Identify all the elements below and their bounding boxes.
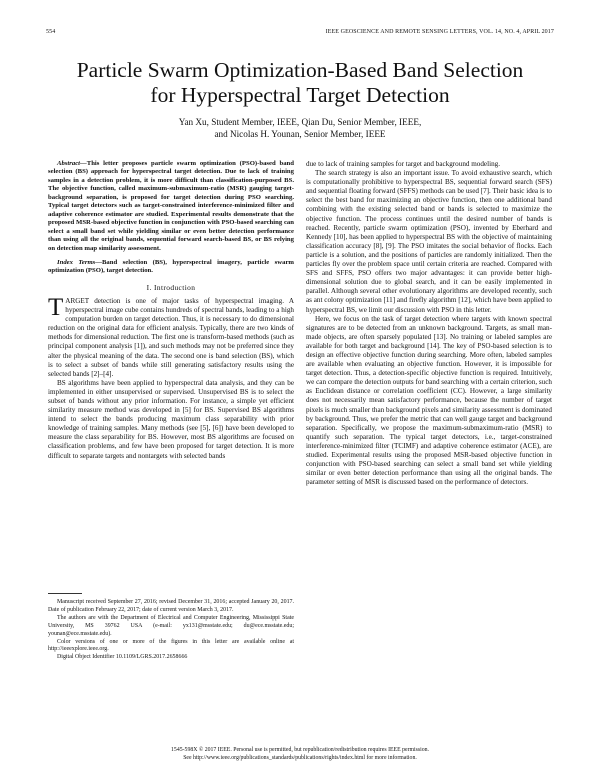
right-column [306,160,552,487]
footnote-affiliation: The authors are with the Department of Electrical and Computer Engineering, Mississippi State University, MS 39762 USA (e-mail: yx131@msstate.edu; du@ece.msstate.edu; younan@ece.msstate.edu). [48,614,294,637]
authors-line-2: and Nicolas H. Younan, Senior Member, IEEE [214,129,386,139]
authors-line-1: Yan Xu, Student Member, IEEE, Qian Du, Senior Member, IEEE, [178,117,422,127]
index-terms [48,259,294,276]
footnote-color: Color versions of one or more of the figures in this letter are available online at http://ieeexplore.ieee.org. [48,638,294,653]
title-line-2: for Hyperspectral Target Detection [150,83,450,107]
footnote-doi: Digital Object Identifier 10.1109/LGRS.2017.2658666 [57,654,188,661]
running-header [46,29,554,39]
right-paragraph-3: Here, we focus on the task of target detection where targets with known spectral signatures are to be detected from an unknown background. Targets, as small man-made objects, are often sparsely populated [13]. No training or labeled samples are available for both target and background [14]. The key of PSO-based selection is to design an effective objective function during searching. More often, labeled samples are available when evaluating an objective function. However, it is impossible for target detection. Thus, a detection-specific objective function is required. Intuitively, we can compare the detection outputs for band searching with a certain criterion, such as Euclidean distance or correlation coefficient (CC). However, a large similarity does not necessarily mean satisfactory performance, because the number of target pixels is much smaller than background pixels and similarity assessment is dominated by background. Thus, we prefer the metric that can well gauge target and background separation. Specifically, we propose the maximum-submaximum-ratio (MSR) to quantify such separation. The typical target detectors, i.e., target-constrained interference-minimized filter (TCIMF) and adaptive coherence estimator (ACE), are studied. Experimental results using the proposed MSR-based objective function in conjunction with PSO-based searching can select a small band set while yielding similar or even better detection performance than using all the original bands. The parameter setting of MSR is discussed based on the performance of detectors. [306,314,552,487]
page-number: 554 [46,29,56,35]
section-heading-introduction: I. Introduction [146,282,196,292]
footer-line-1: 1545-598X © 2017 IEEE. Personal use is permitted, but republication/redistribution requires IEEE permission. [171,747,429,753]
journal-header: IEEE GEOSCIENCE AND REMOTE SENSING LETTERS, VOL. 14, NO. 4, APRIL 2017 [325,29,554,35]
paper-title [40,58,560,108]
abstract [48,160,294,253]
copyright-footer [60,746,540,762]
footnote-rule [48,593,82,594]
drop-cap: T [48,293,64,321]
right-paragraph-2: The search strategy is also an important issue. To avoid exhaustive search, which is computationally prohibitive to hyperspectral BS, sequential forward search (SFS) and sequential floating forward (SFFS) methods can be used [7]. Their basic idea is to select the best band for maximizing an objective function, then one additional band combining with the existing selected band or bands is selected to maximize the objective function. The process continues until the desired number of bands is reached. Recently, particle swarm optimization (PSO), invented by Eberhard and Kennedy [10], has been applied to hyperspectral BS with the objective of maintaining classification accuracy [8], [9]. The PSO imitates the social behavior of flocks. Each particle is a solution, and the positions of particles are randomly initialized. Then the particles fly over the problem space until certain criteria are reached. Compared with SFS and SFFS, PSO offers two major advantages: it can provide better high-dimensional solution due to global search, and it can be easily implemented in parallel. Although several other evolutionary algorithms are developed recently, such as ant colony optimization [11] and firefly algorithm [12], which have been applied to hyperspectral BS, we limit our discussion with PSO in this letter. [306,169,552,314]
title-line-1: Particle Swarm Optimization-Based Band Selection [76,58,524,82]
abstract-text: This letter proposes particle swarm optimization (PSO)-based band selection (BS) approach for hyperspectral target detection. Due to lack of training samples in a detection problem, it is more difficult than classification-purposed BS. The objective function, called maximum-submaximum-ratio (MSR) gauging target-background separation, is proposed for target detection during PSO searching. Typical target detectors such as target-constrained interference-minimized filter and adaptive coherence estimator are studied. Experimental results demonstrate that the proposed MSR-based objective function in conjunction with PSO-based searching can select a small band set while yielding similar or even better detection performance than using all the original bands, sequential forward search-based BS, or BS relying on detection map similarity assessment. [48,160,294,252]
right-paragraph-1: due to lack of training samples for target and background modeling. [306,160,500,168]
left-column [48,160,294,461]
footer-line-2: See http://www.ieee.org/publications_standards/publications/rights/index.html for more information. [183,755,417,761]
index-terms-label: Index Terms— [57,258,102,266]
intro-paragraph-1 [48,293,294,379]
intro-paragraph-2: BS algorithms have been applied to hyperspectral data analysis, and they can be implemented in either unsupervised or supervised. Unsupervised BS is to select the subset of bands without any prior information. For instance, a simple yet efficient similarity measure method was developed in [5] for BS. Supervised BS algorithms intend to select the bands producing maximum class separability with prior knowledge of training samples. Many methods (see [5], [6]) have been developed to measure the class separability for BS. However, most BS algorithms are focused on classification problems, and few have been proposed for target detection. It is more difficult to separate targets and nontargets with selected bands [48,378,294,460]
index-terms-text: Band selection (BS), hyperspectral imagery, particle swarm optimization (PSO), target detection. [48,258,294,275]
footnotes [48,599,294,662]
abstract-label: Abstract— [57,160,87,167]
intro-paragraph-1-text: ARGET detection is one of major tasks of hyperspectral imaging. A hyperspectral image cube contains hundreds of spectral bands, leading to a high computation burden on target detection. Thus, it is necessary to do dimensional reduction on the original data for efficient analysis. Typically, there are two kinds of methods for dimensional reduction. The first one is transform-based methods (such as principal component analysis [1]), and such methods may not be preferred since they alter the physical meaning of the data. The second one is band selection (BS), which is to select a subset of bands while still generating satisfactory results using the selected bands [2]–[4]. [48,296,294,378]
footnote-received: Manuscript received September 27, 2016; revised December 31, 2016; accepted January 20, 2017. Date of publication February 22, 2017; date of current version March 3, 2017. [48,599,294,613]
author-list [40,116,560,140]
